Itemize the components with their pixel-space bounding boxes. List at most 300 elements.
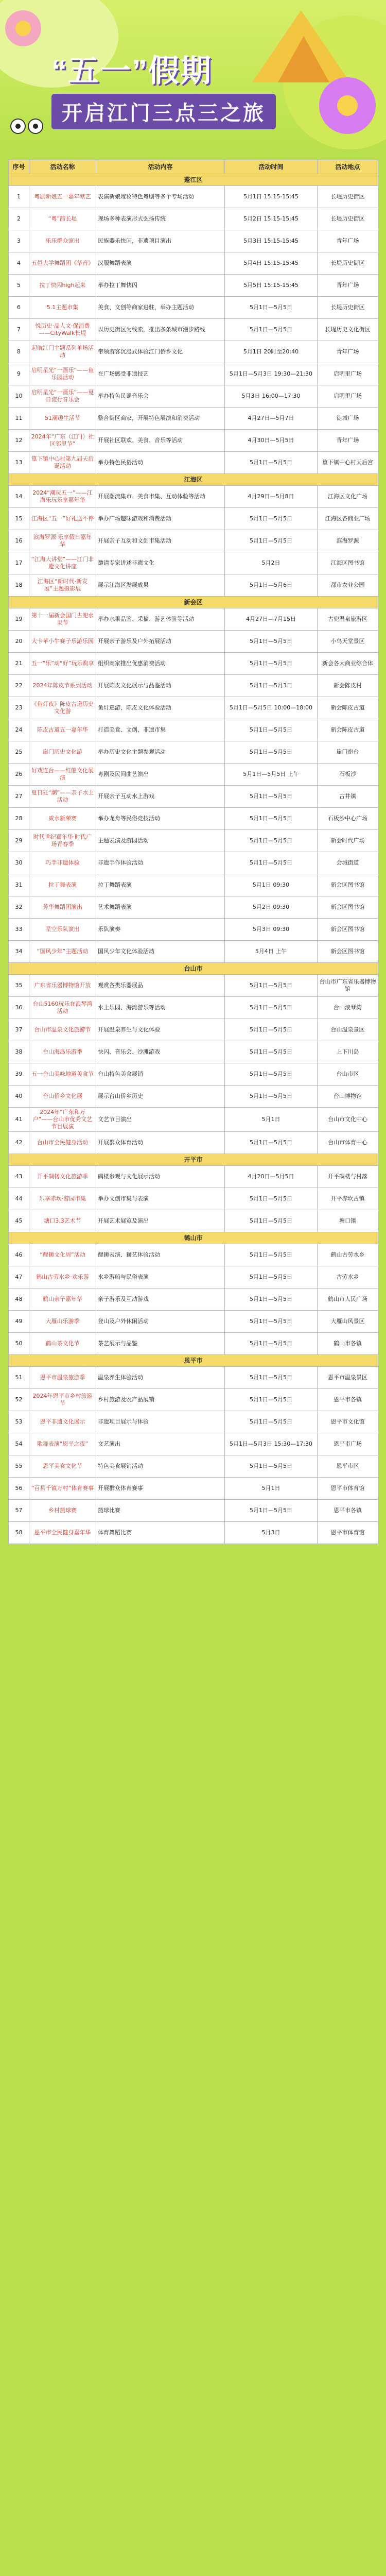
- cell-event-location: 塘口镇: [318, 1210, 378, 1232]
- cell-event-time: 5月5日 15:15-15:45: [225, 275, 318, 297]
- cell-index: 31: [9, 874, 29, 896]
- table-row: [9, 1086, 378, 1108]
- cell-event-location: 新会陈皮村: [318, 675, 378, 697]
- table-row: [9, 653, 378, 675]
- table-row: [9, 508, 378, 530]
- cell-event-time: 5月3日: [225, 1522, 318, 1544]
- cell-index: 22: [9, 675, 29, 697]
- cell-event-name: 粤剧新娘五一嘉年献艺: [29, 186, 96, 208]
- table-row: [9, 1210, 378, 1232]
- cell-index: 29: [9, 830, 29, 852]
- cell-event-name: 51潮趣生活节: [29, 408, 96, 430]
- cell-event-name: 乐乐群众演出: [29, 230, 96, 252]
- section-row: [9, 174, 378, 186]
- cell-event-time: 5月1日—5月5日: [225, 297, 318, 319]
- cell-index: 56: [9, 1478, 29, 1500]
- table-row: [9, 997, 378, 1019]
- table-row: [9, 1188, 378, 1210]
- section-row: [9, 1232, 378, 1244]
- cell-index: 28: [9, 808, 29, 830]
- cell-event-location: 恩平市体育馆: [318, 1522, 378, 1544]
- cell-event-content: 开展陈皮文化展示与品鉴活动: [96, 675, 225, 697]
- cell-event-time: 5月3日 09:30: [225, 919, 318, 941]
- cell-index: 40: [9, 1086, 29, 1108]
- cell-event-name: 起航江门主题系列单场活动: [29, 341, 96, 363]
- cell-event-time: 5月1日—5月5日: [225, 1266, 318, 1289]
- cell-event-time: 4月27日—7月15日: [225, 608, 318, 631]
- cell-index: 1: [9, 186, 29, 208]
- cell-event-content: 表演新娘嫁妆特色粤剧等多个专场活动: [96, 186, 225, 208]
- cell-event-content: 非遗手作体验活动: [96, 852, 225, 874]
- cell-event-name: 台山市全民健身活动: [29, 1132, 96, 1154]
- cell-event-name: “江海大讲堂”——江门非遗文化讲座: [29, 552, 96, 574]
- cell-event-location: 恩平市体育馆: [318, 1478, 378, 1500]
- table-row: [9, 1333, 378, 1355]
- cell-event-location: 恩平市各镇: [318, 1500, 378, 1522]
- cell-event-name: 大雁山乐游季: [29, 1311, 96, 1333]
- cell-event-name: 拉丁舞表演: [29, 874, 96, 896]
- cell-event-time: 5月1日—5月5日: [225, 786, 318, 808]
- cell-event-location: 江海区各商业广场: [318, 508, 378, 530]
- cell-event-location: 石板沙中心广场: [318, 808, 378, 830]
- cell-event-location: 滨海罗源: [318, 530, 378, 552]
- cell-event-location: 青年广场: [318, 341, 378, 363]
- cell-event-content: 开展群众体育活动: [96, 1132, 225, 1154]
- cell-event-content: 乐队演奏: [96, 919, 225, 941]
- cell-event-name: 恩平美食文化节: [29, 1455, 96, 1478]
- cell-index: 54: [9, 1433, 29, 1455]
- cell-index: 35: [9, 975, 29, 997]
- cell-index: 57: [9, 1500, 29, 1522]
- section-title: 江海区: [9, 474, 378, 486]
- section-title: 新会区: [9, 597, 378, 608]
- cell-event-location: 古兜温泉旅游区: [318, 608, 378, 631]
- table-body: [9, 174, 378, 1544]
- cell-event-location: 启明里广场: [318, 385, 378, 408]
- cell-event-content: 开展社区联欢、美食、音乐等活动: [96, 430, 225, 452]
- cell-event-name: 《鱼灯夜》陈皮古道历史文化游: [29, 697, 96, 719]
- table-row: [9, 208, 378, 230]
- cell-index: 36: [9, 997, 29, 1019]
- cell-event-name: 台山5160玩乐在浪琴湾活动: [29, 997, 96, 1019]
- cell-event-name: “国风少年”主题活动: [29, 941, 96, 963]
- cell-event-time: 5月1日—5月5日: [225, 1210, 318, 1232]
- cell-index: 46: [9, 1244, 29, 1266]
- cell-event-content: 醒狮表演、狮艺体验活动: [96, 1244, 225, 1266]
- section-row: [9, 963, 378, 975]
- cell-event-content: 开展亲子互动和文创市集活动: [96, 530, 225, 552]
- cell-event-location: 长堤历史街区: [318, 252, 378, 275]
- cell-event-name: 好戏连台——红船文化展演: [29, 764, 96, 786]
- cell-event-name: 广东省乐器博物馆开放: [29, 975, 96, 997]
- cell-index: 55: [9, 1455, 29, 1478]
- cell-event-content: 文艺节目演出: [96, 1108, 225, 1132]
- table-row: [9, 1019, 378, 1041]
- table-row: [9, 1455, 378, 1478]
- cell-event-content: 开展艺术展览及演出: [96, 1210, 225, 1232]
- cell-event-time: 5月1日—5月5日: [225, 653, 318, 675]
- cell-index: 14: [9, 486, 29, 508]
- cell-event-location: 青年广场: [318, 430, 378, 452]
- cell-event-location: 台山温泉景区: [318, 1019, 378, 1041]
- cell-event-content: 邀请专家讲述非遗文化: [96, 552, 225, 574]
- cell-event-content: 举办龙舟等民俗竞技活动: [96, 808, 225, 830]
- cell-index: 38: [9, 1041, 29, 1063]
- section-row: [9, 1355, 378, 1367]
- cell-index: 21: [9, 653, 29, 675]
- cell-event-location: 江海区文化广场: [318, 486, 378, 508]
- cell-event-time: 5月1日—5月5日: [225, 1411, 318, 1433]
- cell-index: 25: [9, 741, 29, 764]
- table-row: [9, 574, 378, 597]
- cell-index: 5: [9, 275, 29, 297]
- table-row: [9, 1522, 378, 1544]
- cell-index: 45: [9, 1210, 29, 1232]
- cell-event-time: 4月30日—5月5日: [225, 430, 318, 452]
- cell-event-name: 恩平市温泉旅游季: [29, 1367, 96, 1389]
- cell-event-name: 拉丁快闪high起来: [29, 275, 96, 297]
- cell-event-location: 恩平市区: [318, 1455, 378, 1478]
- col-header: 活动名称: [29, 160, 96, 174]
- cell-event-time: 5月2日: [225, 552, 318, 574]
- cell-index: 30: [9, 852, 29, 874]
- cell-index: 51: [9, 1367, 29, 1389]
- cell-event-time: 5月1日—5月5日: [225, 1367, 318, 1389]
- cell-event-content: 美食、文创等商家进驻，举办主题活动: [96, 297, 225, 319]
- cell-index: 23: [9, 697, 29, 719]
- cell-event-name: 乡村篮球赛: [29, 1500, 96, 1522]
- cell-event-location: 青年广场: [318, 230, 378, 252]
- cell-event-location: 开平赤坎古镇: [318, 1188, 378, 1210]
- cell-event-location: 鹤山古劳水乡: [318, 1244, 378, 1266]
- cell-index: 17: [9, 552, 29, 574]
- cell-event-location: 石板沙: [318, 764, 378, 786]
- cell-event-time: 5月1日—5月5日: [225, 1244, 318, 1266]
- section-title: 鹤山市: [9, 1232, 378, 1244]
- cell-event-time: 4月29日—5月8日: [225, 486, 318, 508]
- cell-event-content: 拉丁舞蹈表演: [96, 874, 225, 896]
- cell-event-time: 5月1日—5月5日: [225, 1289, 318, 1311]
- cell-event-location: 新会时代广场: [318, 830, 378, 852]
- table-row: [9, 830, 378, 852]
- cell-event-location: 台山市文化中心: [318, 1108, 378, 1132]
- table-row: [9, 1166, 378, 1188]
- cell-event-name: 巧手非遗体验: [29, 852, 96, 874]
- cell-event-time: 5月1日—5月5日: [225, 1333, 318, 1355]
- cell-event-name: 塘口3.3艺术节: [29, 1210, 96, 1232]
- cell-event-time: 5月1日—5月5日 10:00—18:00: [225, 697, 318, 719]
- cell-event-time: 5月1日—5月5日: [225, 1455, 318, 1478]
- cell-event-content: 展示台山侨乡历史: [96, 1086, 225, 1108]
- table-row: [9, 408, 378, 430]
- cell-event-name: 大卡苹小牛赛子乐游乐园: [29, 631, 96, 653]
- cell-event-name: 五一“乐”动“好”玩乐购享: [29, 653, 96, 675]
- cell-event-name: 鹤山亲子嘉年华: [29, 1289, 96, 1311]
- table-row: [9, 919, 378, 941]
- cell-event-time: 5月1日—5月5日: [225, 852, 318, 874]
- cell-event-content: 组织商家推出优惠消费活动: [96, 653, 225, 675]
- cell-event-content: 以历史街区为线索，推出多条城市漫步路线: [96, 319, 225, 341]
- cell-index: 12: [9, 430, 29, 452]
- cell-event-content: 举办广场趣味游戏和消费活动: [96, 508, 225, 530]
- cell-event-location: 恩平市文化馆: [318, 1411, 378, 1433]
- cell-event-name: 恩平市全民健身嘉年华: [29, 1522, 96, 1544]
- flower-center-icon: [337, 95, 358, 116]
- cell-event-time: 5月1日—5月6日: [225, 574, 318, 597]
- table-row: [9, 874, 378, 896]
- cell-event-location: 崖门炮台: [318, 741, 378, 764]
- cell-event-name: “醒狮文化周”活动: [29, 1244, 96, 1266]
- cell-event-name: 江海区“新时代·新发展”主题摄影展: [29, 574, 96, 597]
- cell-index: 43: [9, 1166, 29, 1188]
- cell-event-content: 非遗项目展示与体验: [96, 1411, 225, 1433]
- cell-event-time: 5月1日 20时至20:40: [225, 341, 318, 363]
- table-row: [9, 1389, 378, 1411]
- cell-index: 15: [9, 508, 29, 530]
- cell-event-content: 水上乐园、海滩游乐等活动: [96, 997, 225, 1019]
- cell-index: 52: [9, 1389, 29, 1411]
- table-row: [9, 975, 378, 997]
- cell-event-content: 乡村旅游及农产品展销: [96, 1389, 225, 1411]
- table-row: [9, 852, 378, 874]
- cell-index: 6: [9, 297, 29, 319]
- cell-event-content: 碉楼参观与文化展示活动: [96, 1166, 225, 1188]
- cell-event-location: 台山浪琴湾: [318, 997, 378, 1019]
- cell-event-time: 5月1日—5月5日: [225, 1311, 318, 1333]
- cell-event-name: 台山市温泉文化旅游节: [29, 1019, 96, 1041]
- cell-event-time: 5月1日: [225, 1108, 318, 1132]
- cell-event-content: 展示江海区发展成果: [96, 574, 225, 597]
- table-row: [9, 552, 378, 574]
- cell-index: 8: [9, 341, 29, 363]
- page-title: “五一”假期: [51, 54, 212, 88]
- section-title: 蓬江区: [9, 174, 378, 186]
- cell-event-time: 4月20日—5月5日: [225, 1166, 318, 1188]
- cell-event-content: 民族器乐快闪，非遗项目演出: [96, 230, 225, 252]
- cell-event-location: 台山市体育中心: [318, 1132, 378, 1154]
- cell-event-content: 举办拉丁舞快闪: [96, 275, 225, 297]
- cell-event-name: 星空乐队演出: [29, 919, 96, 941]
- cell-event-content: 举办特色民谣音乐会: [96, 385, 225, 408]
- cell-event-content: 台山特色美食展销: [96, 1063, 225, 1086]
- cell-index: 37: [9, 1019, 29, 1041]
- cell-event-location: 新会区图书馆: [318, 919, 378, 941]
- cell-index: 33: [9, 919, 29, 941]
- cell-index: 3: [9, 230, 29, 252]
- cell-event-time: 5月1日—5月5日: [225, 1019, 318, 1041]
- cell-event-name: 江海区“五一”好礼送不停: [29, 508, 96, 530]
- cell-event-location: 小鸟天堂景区: [318, 631, 378, 653]
- cell-event-content: 主题表演及游园活动: [96, 830, 225, 852]
- table-row: [9, 486, 378, 508]
- cell-event-content: 亲子游乐及互动游戏: [96, 1289, 225, 1311]
- cell-event-time: 5月1日—5月5日: [225, 719, 318, 741]
- table-row: [9, 808, 378, 830]
- table-row: [9, 1311, 378, 1333]
- cell-event-time: 5月1日—5月5日: [225, 1389, 318, 1411]
- table-row: [9, 530, 378, 552]
- cell-event-name: 启明星光“一画乐”——鱼乐园活动: [29, 363, 96, 385]
- table-row: [9, 230, 378, 252]
- cell-event-name: “百县千镇万村”体育赛事: [29, 1478, 96, 1500]
- cell-event-name: 崖门历史文化游: [29, 741, 96, 764]
- cell-event-name: 台山海岛乐游季: [29, 1041, 96, 1063]
- cell-event-time: 5月1日—5月5日: [225, 830, 318, 852]
- section-row: [9, 597, 378, 608]
- cell-index: 10: [9, 385, 29, 408]
- table-row: [9, 1411, 378, 1433]
- cell-event-time: 5月1日—5月5日: [225, 741, 318, 764]
- cell-event-name: 五一台山美味地道美食节: [29, 1063, 96, 1086]
- table-row: [9, 741, 378, 764]
- cell-index: 58: [9, 1522, 29, 1544]
- cell-event-time: 5月1日—5月5日: [225, 1086, 318, 1108]
- cell-event-location: 台山博物馆: [318, 1086, 378, 1108]
- cell-index: 26: [9, 764, 29, 786]
- cell-event-name: 2024年陈皮节系列活动: [29, 675, 96, 697]
- cell-event-content: 文艺演出: [96, 1433, 225, 1455]
- cell-index: 9: [9, 363, 29, 385]
- cell-event-name: 启明星光“一画乐”——夏日流行音乐会: [29, 385, 96, 408]
- cell-event-content: 粤剧及民间曲艺演出: [96, 764, 225, 786]
- cell-event-location: 长堤历史文化街区: [318, 319, 378, 341]
- cell-event-content: 举办水果品鉴、采摘、游艺体验等活动: [96, 608, 225, 631]
- table-row: [9, 186, 378, 208]
- cell-event-time: 5月1日—5月5日: [225, 631, 318, 653]
- cell-event-time: 5月1日—5月5日: [225, 319, 318, 341]
- table-row: [9, 1041, 378, 1063]
- cell-index: 32: [9, 896, 29, 919]
- cell-event-name: 陈皮古道五一嘉年华: [29, 719, 96, 741]
- table-row: [9, 941, 378, 963]
- cell-index: 34: [9, 941, 29, 963]
- cell-event-content: 开展亲子游乐及户外拓展活动: [96, 631, 225, 653]
- table-row: [9, 275, 378, 297]
- section-title: 恩平市: [9, 1355, 378, 1367]
- cell-index: 7: [9, 319, 29, 341]
- cell-event-content: 艺术舞蹈表演: [96, 896, 225, 919]
- cell-event-name: 芳华舞蹈团演出: [29, 896, 96, 919]
- events-table-container: [8, 160, 378, 1544]
- cell-event-location: 鹤山市各镇: [318, 1333, 378, 1355]
- cell-index: 41: [9, 1108, 29, 1132]
- col-header: 活动内容: [96, 160, 225, 174]
- cell-event-name: 第十一届新会国门古兜水果节: [29, 608, 96, 631]
- cell-event-time: 5月1日—5月5日 上午: [225, 764, 318, 786]
- cell-event-name: 2024年恩平市乡村旅游节: [29, 1389, 96, 1411]
- cell-event-name: 滨海罗源·乐享假日嘉年华: [29, 530, 96, 552]
- cell-event-name: 威水新荣赛: [29, 808, 96, 830]
- section-row: [9, 474, 378, 486]
- cell-event-location: 恩平市广场: [318, 1433, 378, 1455]
- cell-event-content: 快闪、音乐会、沙滩游戏: [96, 1041, 225, 1063]
- cell-event-name: “粤”韵长堤: [29, 208, 96, 230]
- title-block: [51, 46, 340, 129]
- cell-event-content: 开展温泉养生与文化体验: [96, 1019, 225, 1041]
- section-row: [9, 1154, 378, 1166]
- cell-event-time: 5月1日—5月5日: [225, 1063, 318, 1086]
- cell-event-name: 2024“潮玩五一”——江海乐玩乐享嘉年华: [29, 486, 96, 508]
- cell-event-content: 汉服舞蹈表演: [96, 252, 225, 275]
- cell-event-content: 登山及户外休闲活动: [96, 1311, 225, 1333]
- table-row: [9, 1063, 378, 1086]
- cell-event-content: 鱼灯巡游、陈皮文化体验活动: [96, 697, 225, 719]
- cell-event-location: 台山市区: [318, 1063, 378, 1086]
- table-row: [9, 1132, 378, 1154]
- cell-event-content: 篮球比赛: [96, 1500, 225, 1522]
- cell-event-name: 夏日狂“潮”——亲子水上活动: [29, 786, 96, 808]
- cell-event-name: 台山侨乡文化展: [29, 1086, 96, 1108]
- cell-index: 39: [9, 1063, 29, 1086]
- col-header: 序号: [9, 160, 29, 174]
- cell-index: 50: [9, 1333, 29, 1355]
- cell-index: 47: [9, 1266, 29, 1289]
- cell-event-location: 长堤历史街区: [318, 186, 378, 208]
- cell-event-time: 5月1日—5月3日: [225, 675, 318, 697]
- cell-event-content: 举办文创市集与表演: [96, 1188, 225, 1210]
- cell-event-location: 徒城广场: [318, 408, 378, 430]
- cell-event-time: 5月1日—5月5日: [225, 1188, 318, 1210]
- table-row: [9, 631, 378, 653]
- cell-event-time: 5月2日 15:15-15:45: [225, 208, 318, 230]
- cell-event-time: 5月1日—5月5日: [225, 1041, 318, 1063]
- cell-event-content: 水乡游船与民俗表演: [96, 1266, 225, 1289]
- cell-index: 48: [9, 1289, 29, 1311]
- table-row: [9, 1500, 378, 1522]
- cell-index: 53: [9, 1411, 29, 1433]
- cell-event-location: 新会陈皮古道: [318, 719, 378, 741]
- cell-event-location: 启明里广场: [318, 363, 378, 385]
- table-row: [9, 1266, 378, 1289]
- cell-event-time: 5月1日—5月5日: [225, 508, 318, 530]
- cell-event-name: 鹤山古劳水乡·欢乐游: [29, 1266, 96, 1289]
- cell-event-time: 5月1日—5月5日: [225, 530, 318, 552]
- cell-event-name: 5.1主题市集: [29, 297, 96, 319]
- cell-event-location: 古井镇: [318, 786, 378, 808]
- cell-event-location: 新会区图书馆: [318, 941, 378, 963]
- cell-event-time: 5月3日 16:00—17:30: [225, 385, 318, 408]
- cell-event-time: 5月4日 15:15-15:45: [225, 252, 318, 275]
- cell-event-location: 长堤历史街区: [318, 297, 378, 319]
- cell-event-location: 新会各大商业综合体: [318, 653, 378, 675]
- cell-event-name: 歌舞表演“恩平之夜”: [29, 1433, 96, 1455]
- cell-index: 16: [9, 530, 29, 552]
- table-row: [9, 608, 378, 631]
- cell-event-content: 温泉养生体验活动: [96, 1367, 225, 1389]
- cell-index: 44: [9, 1188, 29, 1210]
- cell-event-time: 4月27日—5月7日: [225, 408, 318, 430]
- cell-event-location: 江海区图书馆: [318, 552, 378, 574]
- cell-index: 49: [9, 1311, 29, 1333]
- table-row: [9, 1433, 378, 1455]
- cell-event-time: 5月3日 15:15-15:45: [225, 230, 318, 252]
- cell-event-location: 鹤山市人民广场: [318, 1289, 378, 1311]
- cell-index: 2: [9, 208, 29, 230]
- cell-event-content: 体育舞蹈比赛: [96, 1522, 225, 1544]
- cell-index: 13: [9, 452, 29, 474]
- table-row: [9, 1108, 378, 1132]
- cell-event-time: 5月1日—5月5日: [225, 997, 318, 1019]
- table-row: [9, 363, 378, 385]
- col-header: 活动地点: [318, 160, 378, 174]
- cell-event-name: 乐享赤坎·游园市集: [29, 1188, 96, 1210]
- mascot-eyes-icon: [10, 118, 46, 139]
- table-row: [9, 697, 378, 719]
- cell-event-content: 整合街区商家，开展特色展演和消费活动: [96, 408, 225, 430]
- cell-event-content: 国风少年文化体验活动: [96, 941, 225, 963]
- cell-event-content: 开展潮流集市、美食市集、互动体验等活动: [96, 486, 225, 508]
- cell-event-name: 2024年“广东（江门）社区邻里节”: [29, 430, 96, 452]
